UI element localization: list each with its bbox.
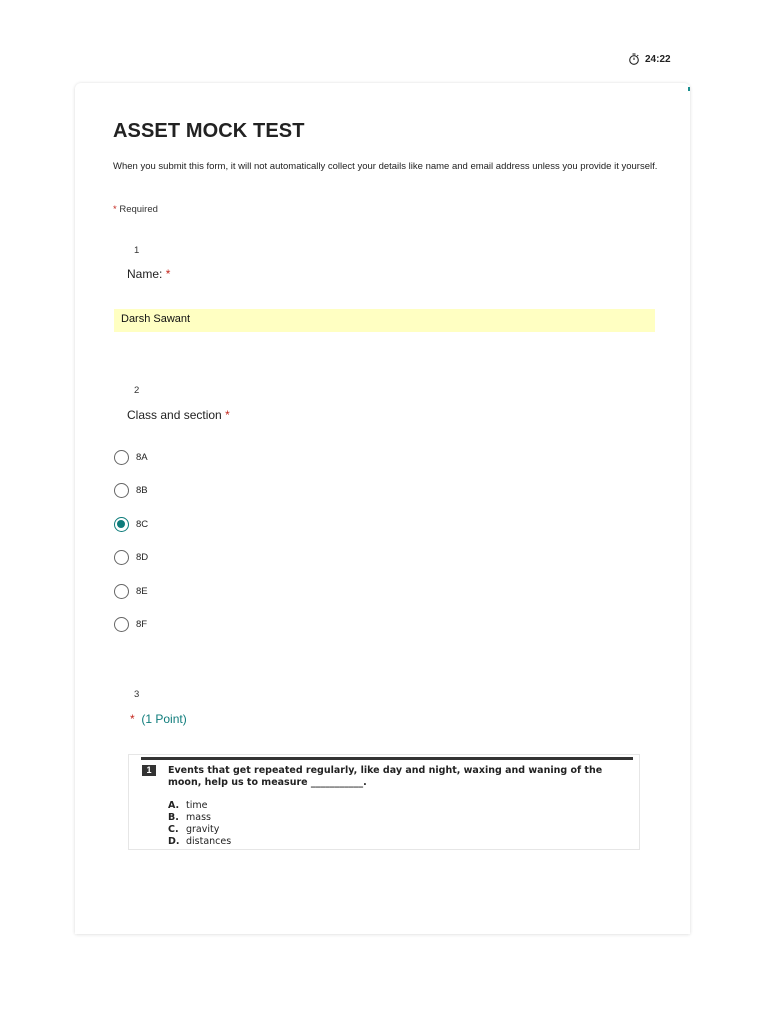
question-label-text: Class and section [127, 408, 222, 422]
radio-option-8f[interactable] [114, 617, 147, 632]
points-label: (1 Point) [141, 712, 187, 726]
radio-button[interactable] [114, 483, 129, 498]
radio-option-8d[interactable] [114, 550, 148, 565]
choice-text: distances [186, 836, 232, 847]
question-label-text: Name: [127, 267, 163, 281]
radio-button[interactable] [114, 584, 129, 599]
radio-option-8b[interactable] [114, 483, 148, 498]
image-choice [168, 836, 231, 847]
required-star: * [113, 204, 117, 215]
radio-option-label: 8B [136, 485, 148, 496]
radio-button[interactable] [114, 550, 129, 565]
stopwatch-icon [628, 53, 640, 65]
radio-option-label: 8D [136, 552, 149, 563]
radio-option-label: 8A [136, 452, 148, 463]
choice-letter: C. [168, 824, 179, 835]
question-image [128, 754, 640, 850]
question-label [127, 408, 230, 422]
radio-option-label: 8E [136, 586, 148, 597]
radio-button[interactable] [114, 617, 129, 632]
image-choice [168, 800, 207, 811]
question-number: 2 [134, 385, 140, 396]
choice-text: time [186, 800, 208, 811]
image-choice [168, 824, 219, 835]
choice-letter: B. [168, 812, 179, 823]
radio-option-8c[interactable] [114, 517, 148, 532]
card-accent [688, 87, 690, 91]
radio-option-label: 8F [136, 619, 148, 630]
form-title: ASSET MOCK TEST [113, 120, 305, 142]
question-points [130, 712, 187, 726]
image-item-number: 1 [142, 765, 156, 776]
required-star: * [225, 408, 230, 422]
radio-option-8e[interactable] [114, 584, 148, 599]
timer [628, 53, 671, 65]
name-input[interactable]: Darsh Sawant [114, 309, 655, 332]
question-number: 3 [134, 689, 140, 700]
form-description: When you submit this form, it will not automatically collect your details like name and email address unless you provide it yourself. [113, 161, 658, 172]
choice-text: gravity [186, 824, 220, 835]
choice-text: mass [186, 812, 211, 823]
timer-value: 24:22 [645, 53, 671, 65]
question-label [127, 267, 170, 281]
image-choice [168, 812, 211, 823]
question-number: 1 [134, 245, 140, 256]
required-star: * [165, 267, 171, 281]
radio-option-label: 8C [136, 519, 149, 530]
choice-letter: A. [168, 800, 180, 811]
choice-letter: D. [168, 836, 180, 847]
image-question-text: Events that get repeated regularly, like day and night, waxing and waning of the moon, help us to measure ___________. [168, 765, 603, 788]
required-star: * [130, 712, 135, 726]
required-note [113, 204, 158, 215]
radio-button-selected[interactable] [114, 517, 129, 532]
image-top-rule [141, 757, 633, 760]
radio-button[interactable] [114, 450, 129, 465]
radio-option-8a[interactable] [114, 450, 148, 465]
required-label: Required [119, 204, 158, 215]
